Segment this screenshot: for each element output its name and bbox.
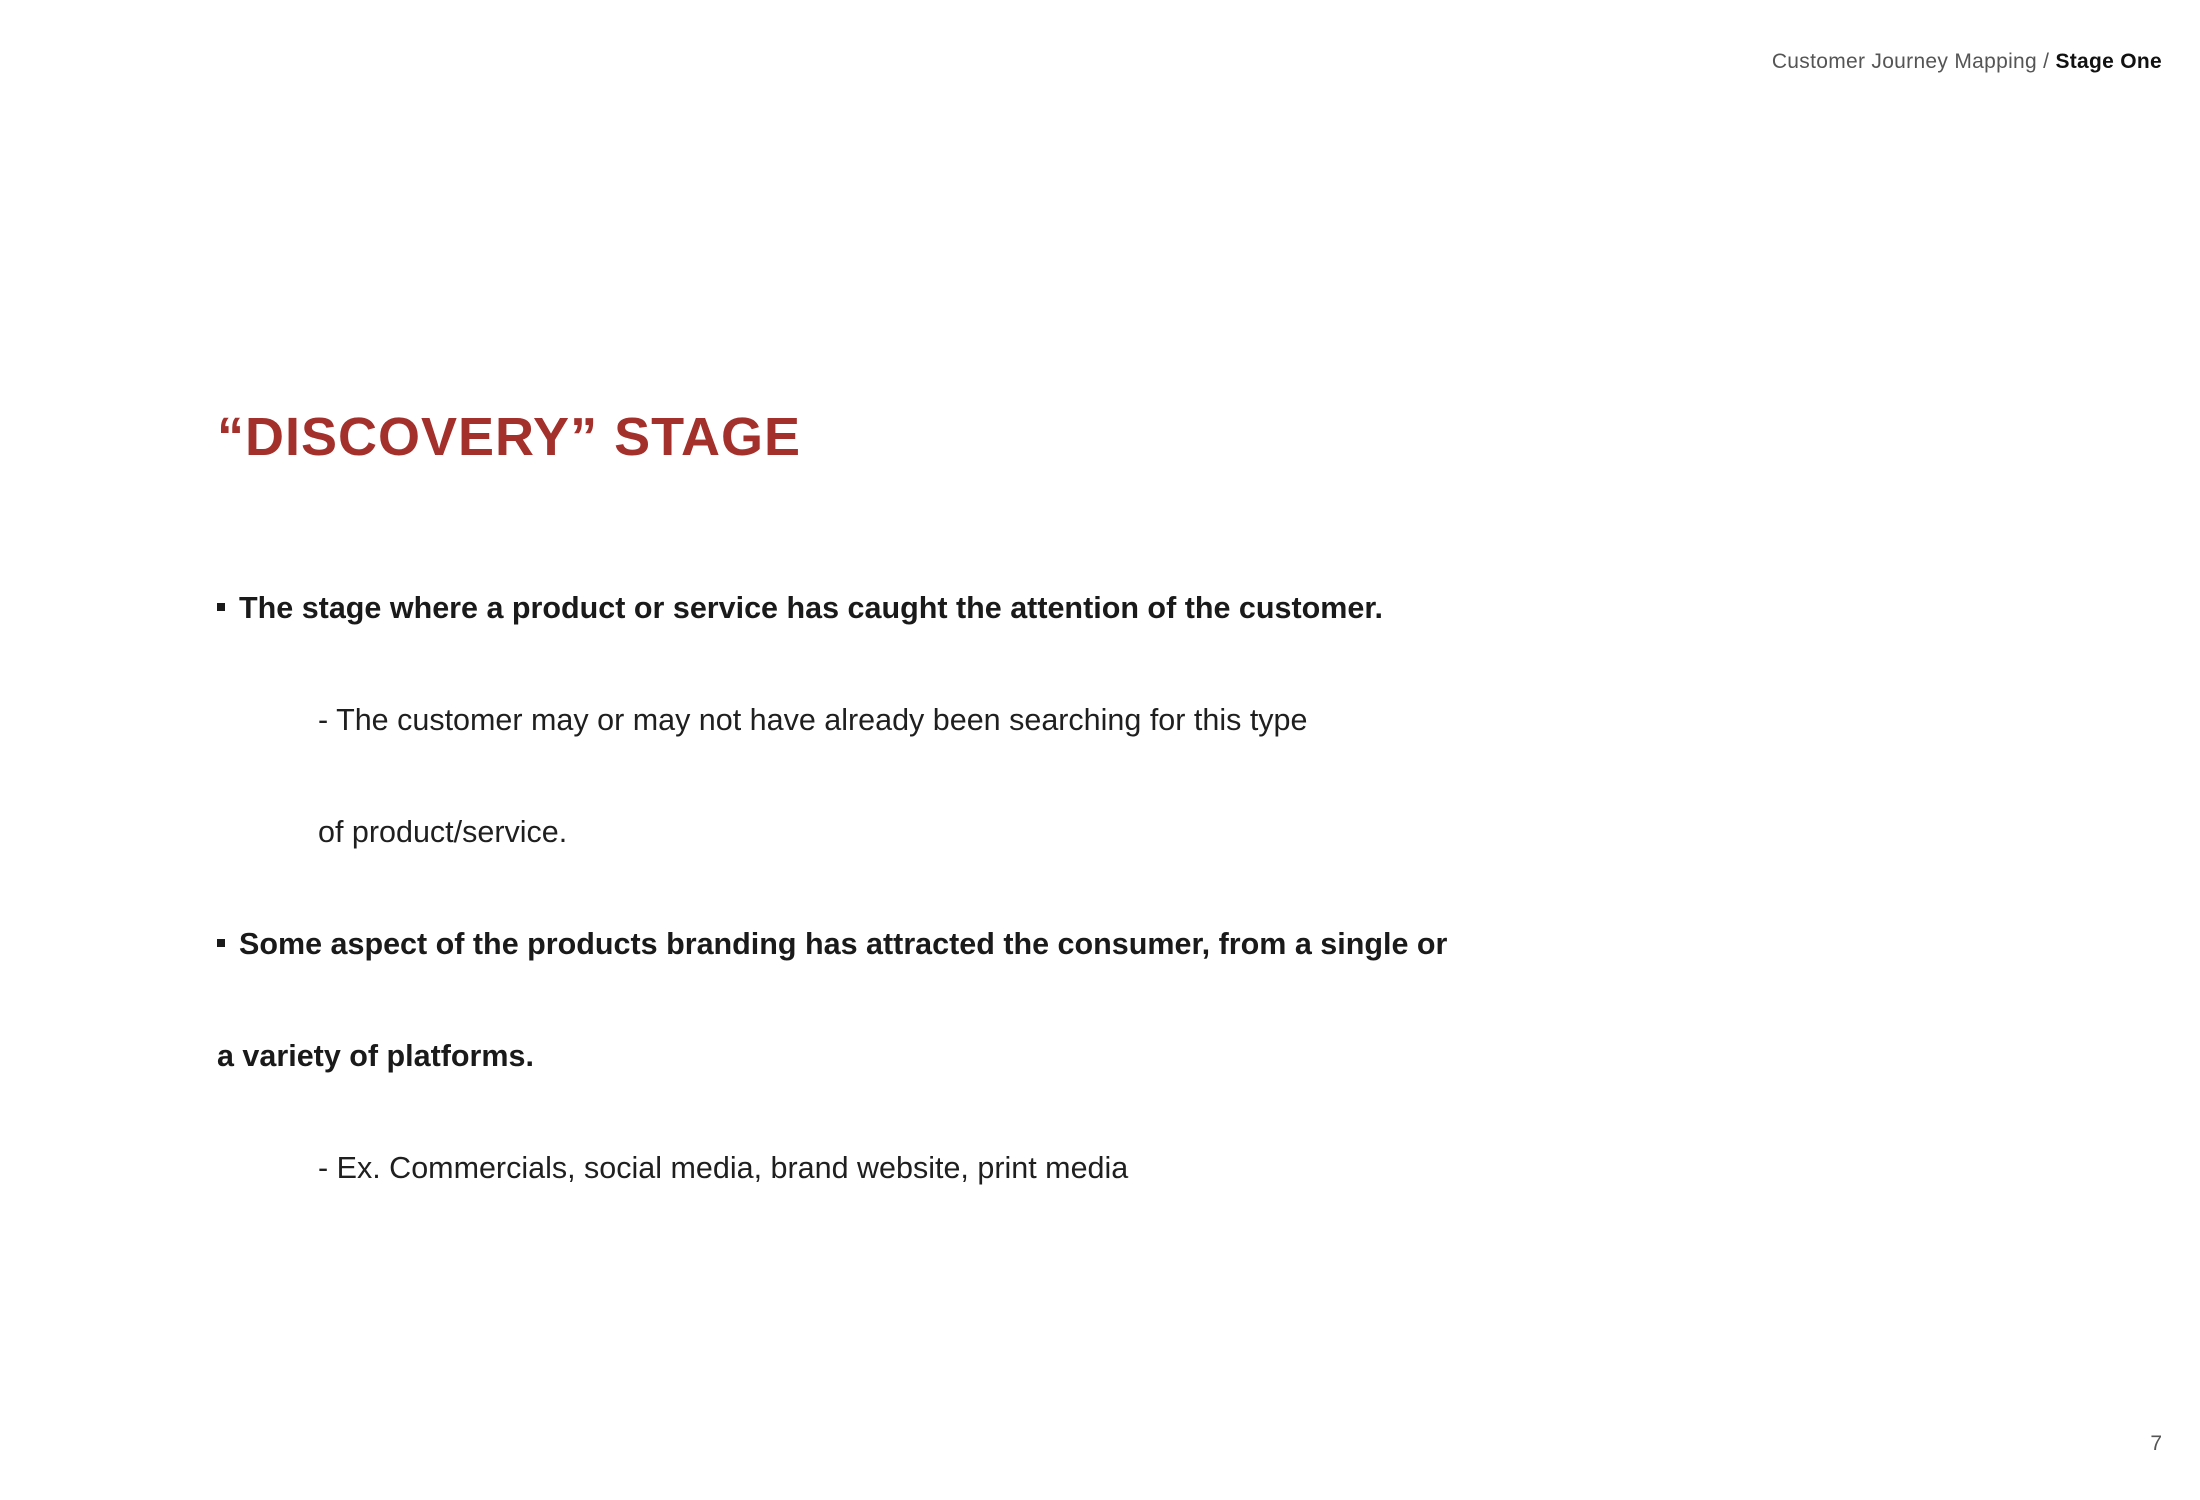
sub-item-2-line-1: - Ex. Commercials, social media, brand website, print media (318, 1151, 1129, 1185)
bullet-item-1 (217, 590, 1383, 627)
breadcrumb-separator: / (2043, 50, 2050, 73)
bullet-2-text-line-1: Some aspect of the products branding has attracted the consumer, from a single or (239, 927, 1448, 961)
bullet-2-text-line-2: a variety of platforms. (217, 1039, 534, 1073)
sub-item-1-line-2: of product/service. (318, 815, 568, 849)
bullet-1-text: The stage where a product or service has caught the attention of the customer. (239, 591, 1384, 625)
square-bullet-icon (217, 603, 225, 611)
square-bullet-icon (217, 939, 225, 947)
page-number: 7 (2150, 1432, 2162, 1455)
breadcrumb-parent: Customer Journey Mapping (1771, 50, 2038, 73)
sub-item-1-line-1: - The customer may or may not have already been searching for this type (318, 703, 1308, 737)
breadcrumb-current: Stage One (2055, 50, 2162, 73)
page-title: “DISCOVERY” STAGE (217, 407, 802, 467)
breadcrumb (1772, 50, 2162, 74)
bullet-item-2 (217, 926, 1447, 963)
